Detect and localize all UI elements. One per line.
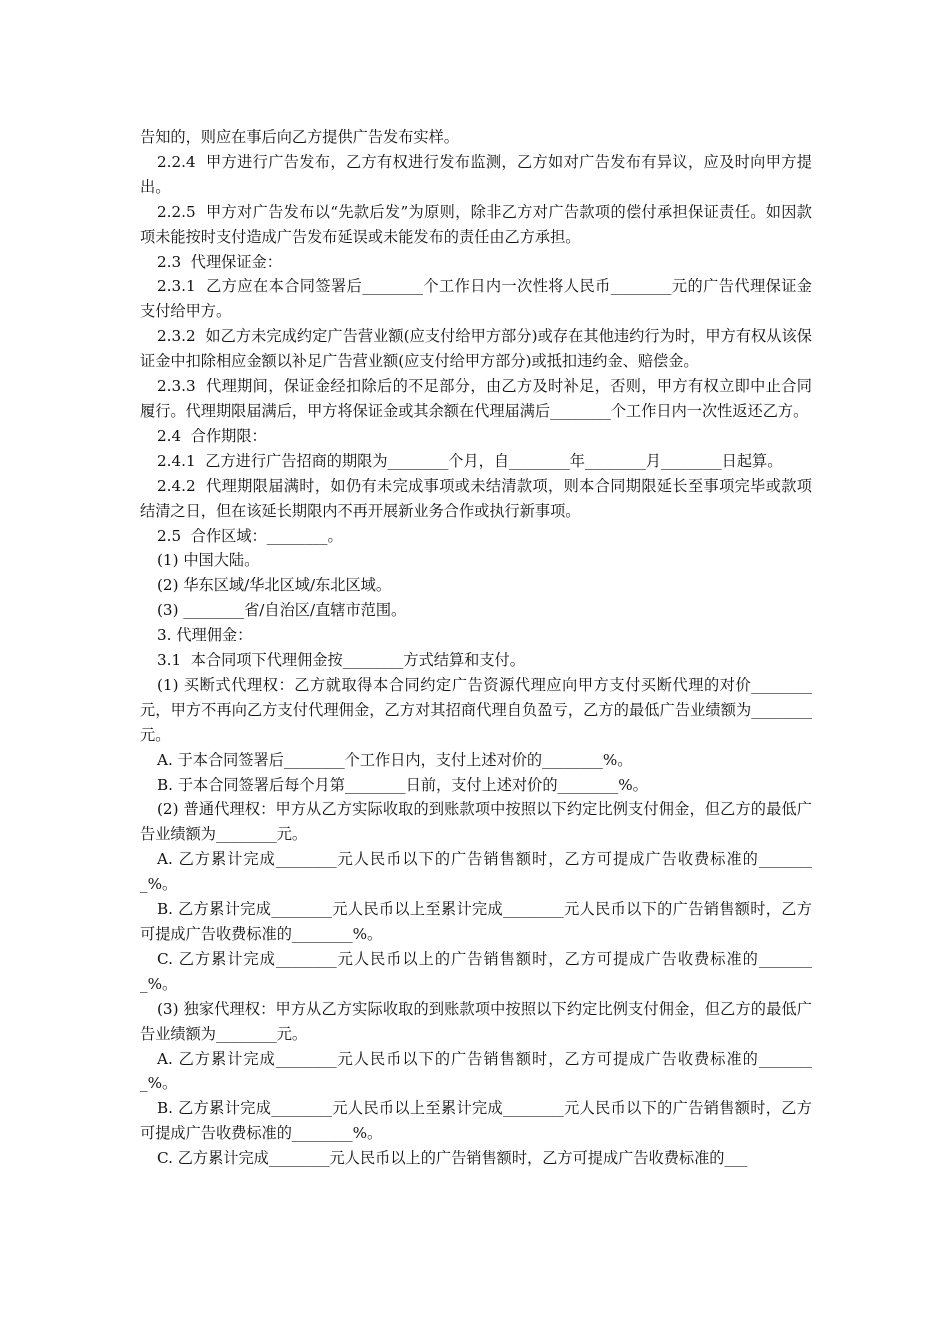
clause-2-4-1: 2.4.1 乙方进行广告招商的期限为________个月，自________年________月________日起算。 [157,451,783,470]
paragraph: 告知的，则应在事后向乙方提供广告发布实样。 [140,128,459,146]
clause-2-3-1: 2.3.1 乙方应在本合同签署后________个工作日内一次性将人民币________元的广告代理保证金支付给甲方。 [140,277,812,321]
buyout-agency-clause: (1) 买断式代理权：乙方就取得本合同约定广告资源代理应向甲方支付买断代理的对价________元，甲方不再向乙方支付代理佣金，乙方对其招商代理自负盈亏，乙方的最低广告业绩额为________元。 [140,675,812,744]
clause-2-3-2: 2.3.2 如乙方未完成约定广告营业额(应支付给甲方部分)或存在其他违约行为时，甲方有权从该保证金中扣除相应金额以补足广告营业额(应支付给甲方部分)或抵扣违约金、赔偿金。 [140,327,812,371]
clause-2-4-2: 2.4.2 代理期限届满时，如仍有未完成事项或未结清款项，则本合同期限延长至事项完毕或款项结清之日，但在该延长期限内不再开展新业务合作或执行新事项。 [140,476,812,520]
exclusive-agency-clause: (3) 独家代理权：甲方从乙方实际收取的到账款项中按照以下约定比例支付佣金，但乙方的最低广告业绩额为________元。 [140,999,812,1043]
exclusive-item-c: C. 乙方累计完成________元人民币以上的广告销售额时，乙方可提成广告收费标准的___ [157,1149,748,1168]
exclusive-item-a: A. 乙方累计完成________元人民币以下的广告销售额时，乙方可提成广告收费标准的________%。 [140,1049,812,1093]
region-option-1: (1) 中国大陆。 [157,551,260,570]
section-2-5-heading: 2.5 合作区域：________。 [157,526,343,545]
general-item-b: B. 乙方累计完成________元人民币以上至累计完成________元人民币以下的广告销售额时，乙方可提成广告收费标准的________%。 [140,900,812,943]
region-option-2: (2) 华东区域/华北区域/东北区域。 [157,576,392,595]
general-item-a: A. 乙方累计完成________元人民币以下的广告销售额时，乙方可提成广告收费标准的________%。 [140,850,812,894]
buyout-item-a: A. 于本合同签署后________个工作日内，支付上述对价的________%。 [157,750,633,769]
clause-3-1: 3.1 本合同项下代理佣金按________方式结算和支付。 [157,651,525,670]
general-agency-clause: (2) 普通代理权：甲方从乙方实际收取的到账款项中按照以下约定比例支付佣金，但乙方的最低广告业绩额为________元。 [140,800,812,844]
clause-2-3-3: 2.3.3 代理期间，保证金经扣除后的不足部分，由乙方及时补足，否则，甲方有权立即中止合同履行。代理期限届满后，甲方将保证金或其余额在代理届满后________个工作日内一次性返还乙方。 [140,377,812,420]
clause-2-2-4: 2.2.4 甲方进行广告发布，乙方有权进行发布监测，乙方如对广告发布有异议，应及时向甲方提出。 [140,152,812,196]
section-3-heading: 3. 代理佣金： [157,626,253,645]
section-2-4-heading: 2.4 合作期限： [157,426,267,445]
buyout-item-b: B. 于本合同签署后每个月第________日前，支付上述对价的________%。 [157,775,648,794]
exclusive-item-b: B. 乙方累计完成________元人民币以上至累计完成________元人民币以下的广告销售额时，乙方可提成广告收费标准的________%。 [140,1099,812,1143]
general-item-c: C. 乙方累计完成________元人民币以上的广告销售额时，乙方可提成广告收费标准的________%。 [140,949,812,993]
section-2-3-heading: 2.3 代理保证金： [157,252,282,271]
document-page [140,125,812,1171]
region-option-3: (3) ________省/自治区/直辖市范围。 [157,601,407,620]
clause-2-2-5: 2.2.5 甲方对广告发布以“先款后发”为原则，除非乙方对广告款项的偿付承担保证责任。如因款项未能按时支付造成广告发布延误或未能发布的责任由乙方承担。 [140,202,812,246]
